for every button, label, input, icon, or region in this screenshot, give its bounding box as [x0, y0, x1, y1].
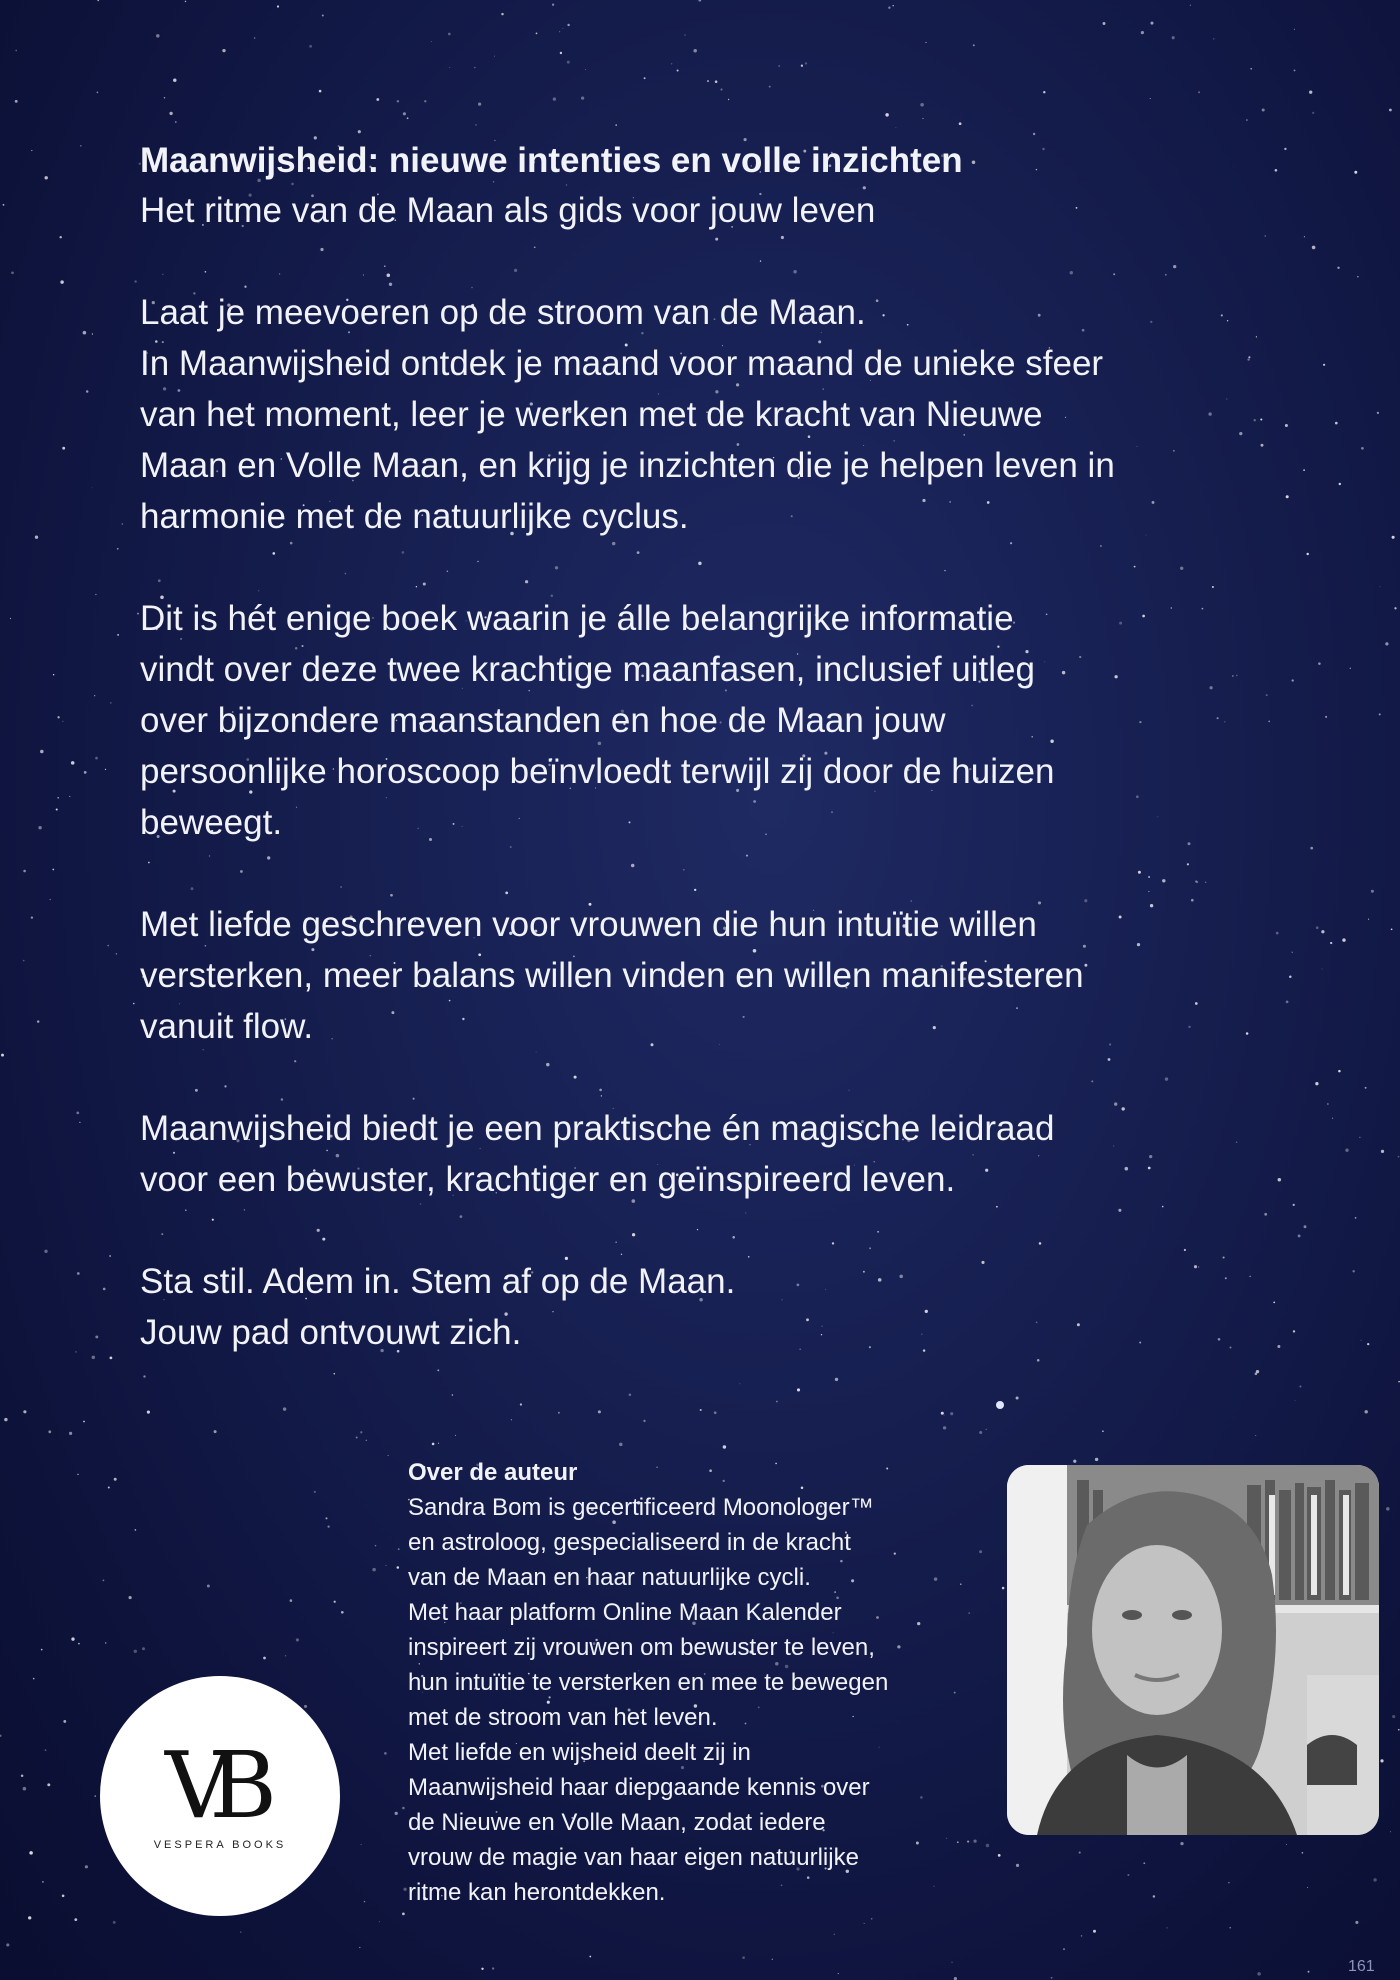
paragraph-line: Sta stil. Adem in. Stem af op de Maan. [140, 1262, 736, 1301]
author-line: ritme kan herontdekken. [408, 1879, 666, 1906]
paragraph-line: Maanwijsheid biedt je een praktische én magische leidraad [140, 1109, 1055, 1148]
author-line: Met haar platform Online Maan Kalender [408, 1599, 842, 1626]
paragraph-guide [140, 1103, 1320, 1205]
author-bio [408, 1455, 998, 1910]
author-line: Maanwijsheid haar diepgaande kennis over [408, 1774, 870, 1801]
author-line: Met liefde en wijsheid deelt zij in [408, 1739, 751, 1766]
paragraph-audience [140, 899, 1320, 1052]
paragraph-line: Dit is hét enige boek waarin je álle belangrijke informatie [140, 599, 1014, 638]
author-line: hun intuïtie te versterken en mee te bewegen [408, 1669, 889, 1696]
paragraph-line: Jouw pad ontvouwt zich. [140, 1313, 522, 1352]
main-text [140, 136, 1320, 1358]
paragraph-line: vindt over deze twee krachtige maanfasen, inclusief uitleg [140, 650, 1035, 689]
author-line: met de stroom van het leven. [408, 1704, 718, 1731]
paragraph-line: vanuit flow. [140, 1007, 314, 1046]
paragraph-line: beweegt. [140, 803, 283, 842]
author-line: vrouw de magie van haar eigen natuurlijke [408, 1844, 859, 1871]
author-line: inspireert zij vrouwen om bewuster te leven, [408, 1634, 875, 1661]
paragraph-line: Maan en Volle Maan, en krijg je inzichten die je helpen leven in [140, 446, 1115, 485]
author-line: Sandra Bom is gecertificeerd Moonologer™ [408, 1494, 874, 1521]
book-subtitle: Het ritme van de Maan als gids voor jouw leven [140, 191, 876, 230]
author-line: van de Maan en haar natuurlijke cycli. [408, 1564, 811, 1591]
paragraph-line: over bijzondere maanstanden en hoe de Maan jouw [140, 701, 946, 740]
paragraph-intro [140, 287, 1320, 542]
paragraph-line: persoonlijke horoscoop beïnvloedt terwijl zij door de huizen [140, 752, 1055, 791]
paragraph-line: Laat je meevoeren op de stroom van de Maan. [140, 293, 866, 332]
page-number: 161 [1348, 1958, 1375, 1975]
author-line: de Nieuwe en Volle Maan, zodat iedere [408, 1809, 826, 1836]
paragraph-line: In Maanwijsheid ontdek je maand voor maand de unieke sfeer [140, 344, 1104, 383]
paragraph-line: voor een bewuster, krachtiger en geïnspireerd leven. [140, 1160, 956, 1199]
paragraph-line: van het moment, leer je werken met de kracht van Nieuwe [140, 395, 1043, 434]
paragraph-closing [140, 1256, 1320, 1358]
publisher-logo [100, 1676, 340, 1916]
author-line: en astroloog, gespecialiseerd in de kracht [408, 1529, 851, 1556]
author-photo [1007, 1465, 1379, 1835]
logo-monogram: VB [164, 1732, 256, 1839]
paragraph-line: Met liefde geschreven voor vrouwen die hun intuïtie willen [140, 905, 1037, 944]
book-title: Maanwijsheid: nieuwe intenties en volle inzichten [140, 141, 963, 180]
logo-wordmark: VESPERA BOOKS [153, 1839, 287, 1851]
author-portrait-image [1007, 1465, 1379, 1835]
author-heading: Over de auteur [408, 1459, 578, 1486]
paragraph-line: versterken, meer balans willen vinden en willen manifesteren [140, 956, 1084, 995]
paragraph-unique-book [140, 593, 1320, 848]
paragraph-line: harmonie met de natuurlijke cyclus. [140, 497, 689, 536]
